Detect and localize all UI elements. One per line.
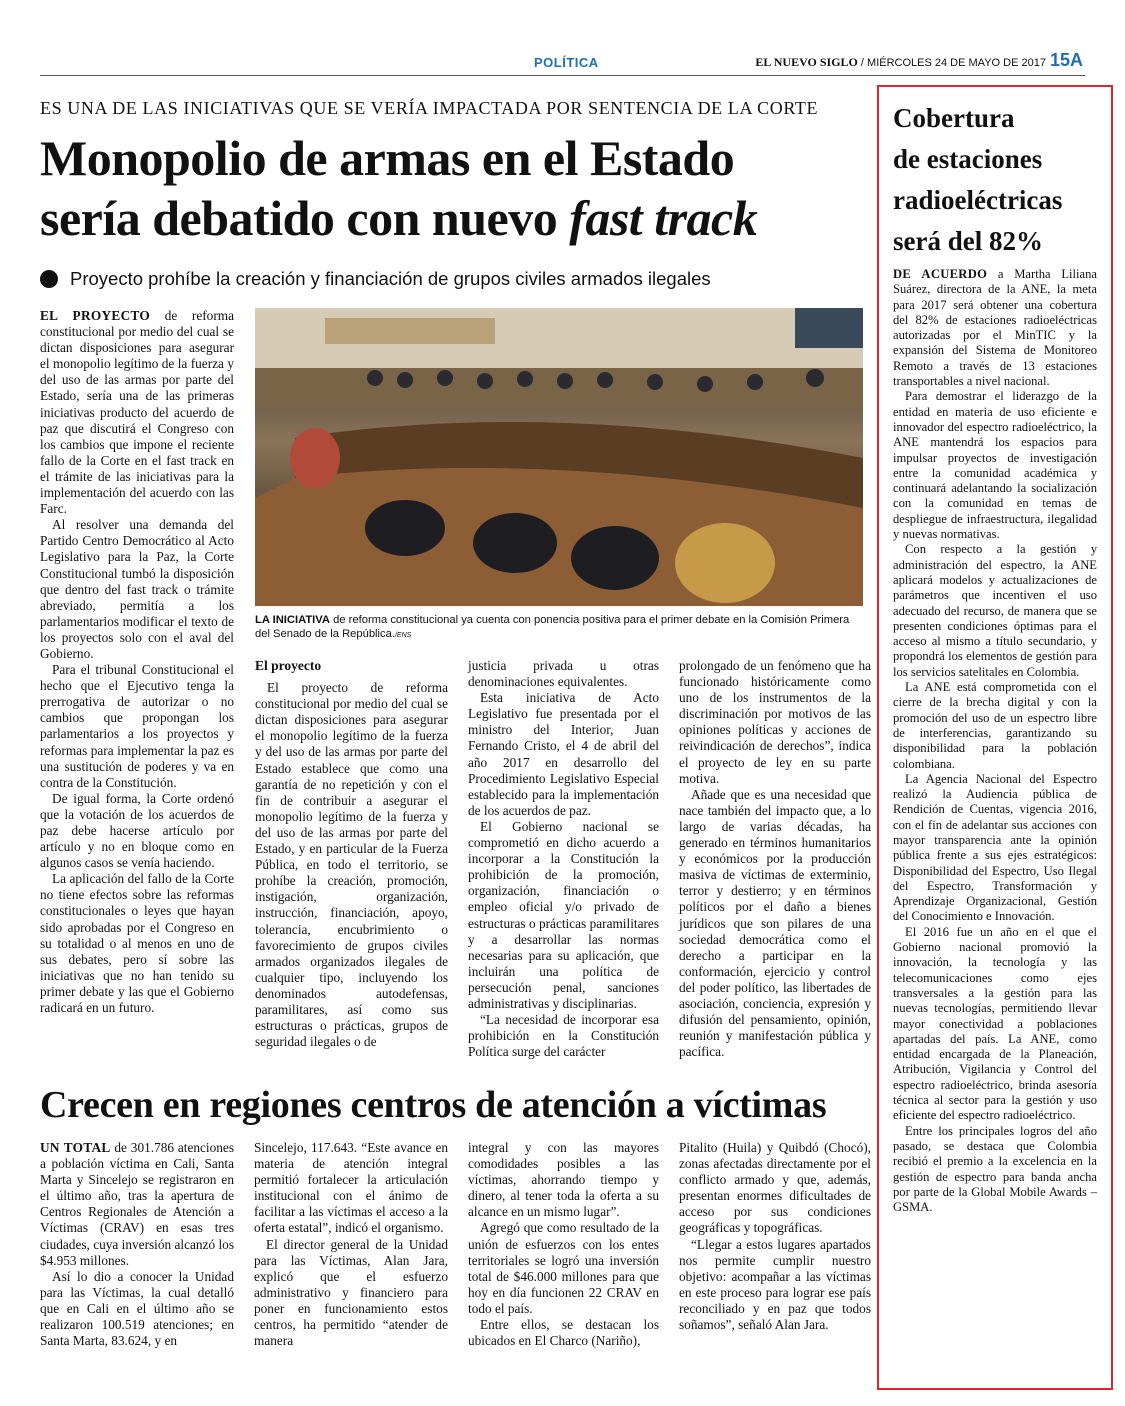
caption-lead: LA INICIATIVA — [255, 614, 330, 626]
sidebar-title-line: Cobertura — [893, 103, 1015, 133]
lead-text: Proyecto prohíbe la creación y financiación de grupos civiles armados ilegales — [70, 268, 711, 289]
story2-headline: Crecen en regiones centros de atención a víctimas — [40, 1084, 827, 1126]
committee-room-illustration — [255, 308, 863, 606]
story2-col3 — [468, 1140, 659, 1349]
paper-name: EL NUEVO SIGLO — [755, 55, 858, 69]
paragraph: Para demostrar el liderazgo de la entidad en materia de uso eficiente e innovador del espectro radioeléctrico, la ANE mantendrá los espacios para impulsar proyectos de investigación entre la comunidad académica y continuará adelantando la socialización con la comunidad en temas de despliegue de infraestructura, ilegalidad y nuevas normativas. — [893, 389, 1097, 542]
paragraph: Así lo dio a conocer la Unidad para las Víctimas, la cual detalló que en Cali en el último año se realizaron 100.519 atenciones; en Santa Marta, 83.624, y en — [40, 1268, 234, 1349]
sidebar-title-line: será del 82% — [893, 226, 1043, 256]
header-rule — [40, 75, 1085, 76]
paragraph: Agregó que como resultado de la unión de esfuerzos con los entes territoriales se logró una inversión total de $46.000 millones para que hoy en día funcionen 22 CRAV en todo el país. — [468, 1220, 659, 1316]
story1-kicker: ES UNA DE LAS INICIATIVAS QUE SE VERÍA IMPACTADA POR SENTENCIA DE LA CORTE — [40, 98, 819, 118]
paragraph: integral y con las mayores comodidades posibles a las víctimas, ahorrando tiempo y dinero, al tener toda la oferta a su alcance en un mismo lugar”. — [468, 1140, 659, 1220]
issue-date: / MIÉRCOLES 24 DE MAYO DE 2017 — [857, 57, 1046, 69]
lead-in: EL PROYECTO — [40, 308, 151, 323]
news-photo — [255, 308, 863, 606]
paragraph: El Gobierno nacional se comprometió en dicho acuerdo a incorporar a la Constitución la prohibición de la promoción, organización, financiación o empleo oficial y/o privado de estructuras o prácticas paramilitares y a desarrollar las normas necesarias para su aplicación, que incluirán una política de persecución penal, sanciones administrativas y disciplinarias. — [468, 818, 659, 1011]
paragraph-text: a Martha Liliana Suárez, directora de la ANE, la meta para 2017 será obtener una cobertura del 82% de estaciones radioeléctricas autorizadas por el MinTIC y la expansión del Sistema de Monitoreo Remoto a través de 13 estaciones transportables a nivel nacional. — [893, 267, 1097, 389]
paragraph: El director general de la Unidad para las Víctimas, Alan Jara, explicó que el esfuerzo administrativo y financiero para poner en funcionamiento estos centros, ha permitido “atender de manera — [254, 1236, 448, 1349]
paragraph: Sincelejo, 117.643. “Este avance en materia de atención integral permitió fortalecer la articulación institucional con el ánimo de facilitar a las víctimas el acceso a la oferta estatal”, indicó el organismo. — [254, 1140, 448, 1236]
paragraph: prolongado de un fenómeno que ha funcionado históricamente como uno de los instrumentos de la discriminación por motivos de las opiniones políticas y acciones de reivindicación de derechos”, indica el proyecto de ley en su parte motiva. — [679, 658, 871, 786]
masthead-info — [755, 50, 1083, 71]
paragraph — [40, 1140, 234, 1269]
page-number: 15A — [1049, 50, 1083, 70]
paragraph: Pitalito (Huila) y Quibdó (Chocó), zonas afectadas directamente por el conflicto armado y que, además, presentan enormes dificultades de acceso por sus condiciones geográficas y topográficas. — [679, 1140, 871, 1236]
story2-col4 — [679, 1140, 871, 1333]
paragraph: Entre los principales logros del año pasado, se destaca que Colombia recibió el premio a la excelencia en la gestión de espectro para banda ancha por parte de la Global Mobile Awards –GSMA. — [893, 1123, 1097, 1215]
paragraph-text: de reforma constitucional por medio del cual se dictan disposiciones para asegurar el monopolio legítimo de la fuerza y del uso de las armas por parte del Estado, sería una de las primeras iniciativas producto del acuerdo de paz que discutirá el Congreso con los cambios que impone el reciente fallo de la Corte en el fast track en el trámite de las iniciativas para la implementación del acuerdo con las Farc. — [40, 308, 235, 517]
sidebar-body — [893, 267, 1097, 1215]
story1-col2 — [255, 658, 448, 1050]
paragraph: El proyecto de reforma constitucional por medio del cual se dictan disposiciones para asegurar el monopolio legítimo de la fuerza y del uso de las armas por parte del Estado establece que como una garantía de no repetición y con el fin de contribuir a asegurar el monopolio legítimo de la fuerza y del uso de las armas por parte del Estado, y en particular de la Fuerza Pública, en todo el territorio, se prohíbe la creación, promoción, instigación, organización, instrucción, financiación, apoyo, tolerancia, encubrimiento o favorecimiento de grupos civiles armados organizados ilegales de cualquier tipo, incluyendo los denominados autodefensas, paramilitares, así como sus estructuras o prácticas, grupos de seguridad ilegales o de — [255, 680, 448, 1050]
headline-line2-text: sería debatido con nuevo — [40, 190, 570, 246]
paragraph-text: de 301.786 atenciones a población víctima en Cali, Santa Marta y Sincelejo se registraron en el último año, tras la apertura de Centros Regionales de Atención a Víctimas (CRAV) en esas tres ciudades, cuya inversión alcanzó los $4.953 millones. — [40, 1140, 234, 1268]
story1-col1 — [40, 308, 234, 1016]
paragraph: Entre ellos, se destacan los ubicados en El Charco (Nariño), — [468, 1317, 659, 1349]
paragraph — [893, 267, 1097, 389]
paragraph: El 2016 fue un año en el que el Gobierno nacional promovió la innovación, la tecnología y las telecomunicaciones como ejes transversales a la gestión para las nuevas tecnologías, permitiendo llevar mayor conectividad a poblaciones apartadas del país. La ANE, como entidad encargada de la Planeación, Atribución, Vigilancia y Control del espectro radioeléctrico, brinda asesoría técnica al sector para la gestión y uso eficiente del espectro radioeléctrico. — [893, 924, 1097, 1123]
sidebar-title-line: radioeléctricas — [893, 185, 1063, 215]
story1-headline — [40, 128, 870, 248]
paragraph: “Llegar a estos lugares apartados nos permite cumplir nuestro objetivo: acompañar a las víctimas en este proceso para lograr ese país reconciliado y en paz que todos soñamos”, señaló Alan Jara. — [679, 1236, 871, 1333]
paragraph: De igual forma, la Corte ordenó que la votación de los acuerdos de paz debe hacerse artículo por artículo y no en bloque como en algunos casos se venía haciendo. — [40, 790, 234, 871]
paragraph: Añade que es una necesidad que nace también del impacto que, a lo largo de varias décadas, ha generado en términos humanitarios y económicos por la producción masiva de víctimas de exterminio, terror y destierro; y en términos políticos por el daño a bienes jurídicos que son pilares de una sociedad democrática como el derecho a participar en la conformación, ejercicio y control del poder político, las libertades de asociación, conciencia, expresión y difusión del pensamiento, opinión, reunión y manifestación pública y pacífica. — [679, 786, 871, 1060]
paragraph: Esta iniciativa de Acto Legislativo fue presentada por el ministro del Interior, Juan Fernando Cristo, el 4 de abril del año 2017 en desarrollo del Procedimiento Legislativo Especial establecido para la implementación de los acuerdos de paz. — [468, 690, 659, 818]
headline-line1: Monopolio de armas en el Estado — [40, 130, 735, 186]
lead-in: DE ACUERDO — [893, 267, 988, 281]
story1-col4 — [679, 658, 871, 1060]
sidebar-title-line: de estaciones — [893, 144, 1043, 174]
headline-italic: fast track — [569, 190, 758, 246]
paragraph: Con respecto a la gestión y administración del espectro, la ANE aplicará modelos y actualizaciones de parámetros que incentiven el uso adecuado del recurso, de manera que se presenten condiciones óptimas para el acceso al mismo a título secundario, y propondrá los elementos de gestión para los servicios satelitales en Colombia. — [893, 542, 1097, 679]
bullet-icon — [40, 270, 58, 288]
headline-line2 — [40, 188, 870, 248]
photo-credit: /ENS — [394, 632, 412, 639]
caption-text: de reforma constitucional ya cuenta con ponencia positiva para el primer debate en la Comisión Primera del Senado de la República. — [255, 614, 850, 640]
lead-in: UN TOTAL — [40, 1140, 111, 1155]
paragraph: La Agencia Nacional del Espectro realizó la Audiencia pública de Rendición de Cuentas, vigencia 2016, con el fin de adelantar sus acciones con mayor transparencia ante la opinión pública frente a sus ejes estratégicos: Disponibilidad del Espectro, Uso Ilegal del Espectro, Transformación y Aprendizaje Organizacional, Gestión del Conocimiento e Innovación. — [893, 771, 1097, 924]
story1-lead — [40, 268, 860, 290]
paragraph: justicia privada u otras denominaciones equivalentes. — [468, 658, 659, 690]
photo-caption — [255, 613, 863, 643]
story2-col2 — [254, 1140, 448, 1349]
section-label: POLÍTICA — [534, 55, 599, 70]
paragraph: Al resolver una demanda del Partido Centro Democrático al Acto Legislativo para la Paz, la Corte Constitucional tumbó la disposición que dentro del fast track o trámite abreviado, permitía a los parlamentarios modificar el texto de los proyectos solo con el aval del Gobierno. — [40, 517, 234, 661]
paragraph: Para el tribunal Constitucional el hecho que el Ejecutivo tenga la prerrogativa de autorizar o no cambios que propongan los parlamentarios a los proyectos y reformas para implementar la paz es una sustitución de poderes y va en contra de la Constitución. — [40, 662, 234, 790]
story2-col1 — [40, 1140, 234, 1349]
paragraph: La ANE está comprometida con el cierre de la brecha digital y con la promoción del uso de un espectro libre de interferencias, garantizando su disponibilidad para la población colombiana. — [893, 680, 1097, 771]
sidebar-title — [893, 98, 1098, 262]
paragraph: La aplicación del fallo de la Corte no tiene efectos sobre las reformas constitucionales o leyes que hayan sido aprobadas por el Congreso en su totalidad o al menos en uno de sus debates, pero sí sobre las iniciativas que no han tenido su primer debate y las que el Gobierno radicará en un futuro. — [40, 871, 234, 1016]
subheading: El proyecto — [255, 658, 322, 673]
paragraph: “La necesidad de incorporar esa prohibición en la Constitución Política surge del carácter — [468, 1012, 659, 1060]
story1-col3 — [468, 658, 659, 1060]
paragraph — [40, 308, 234, 517]
